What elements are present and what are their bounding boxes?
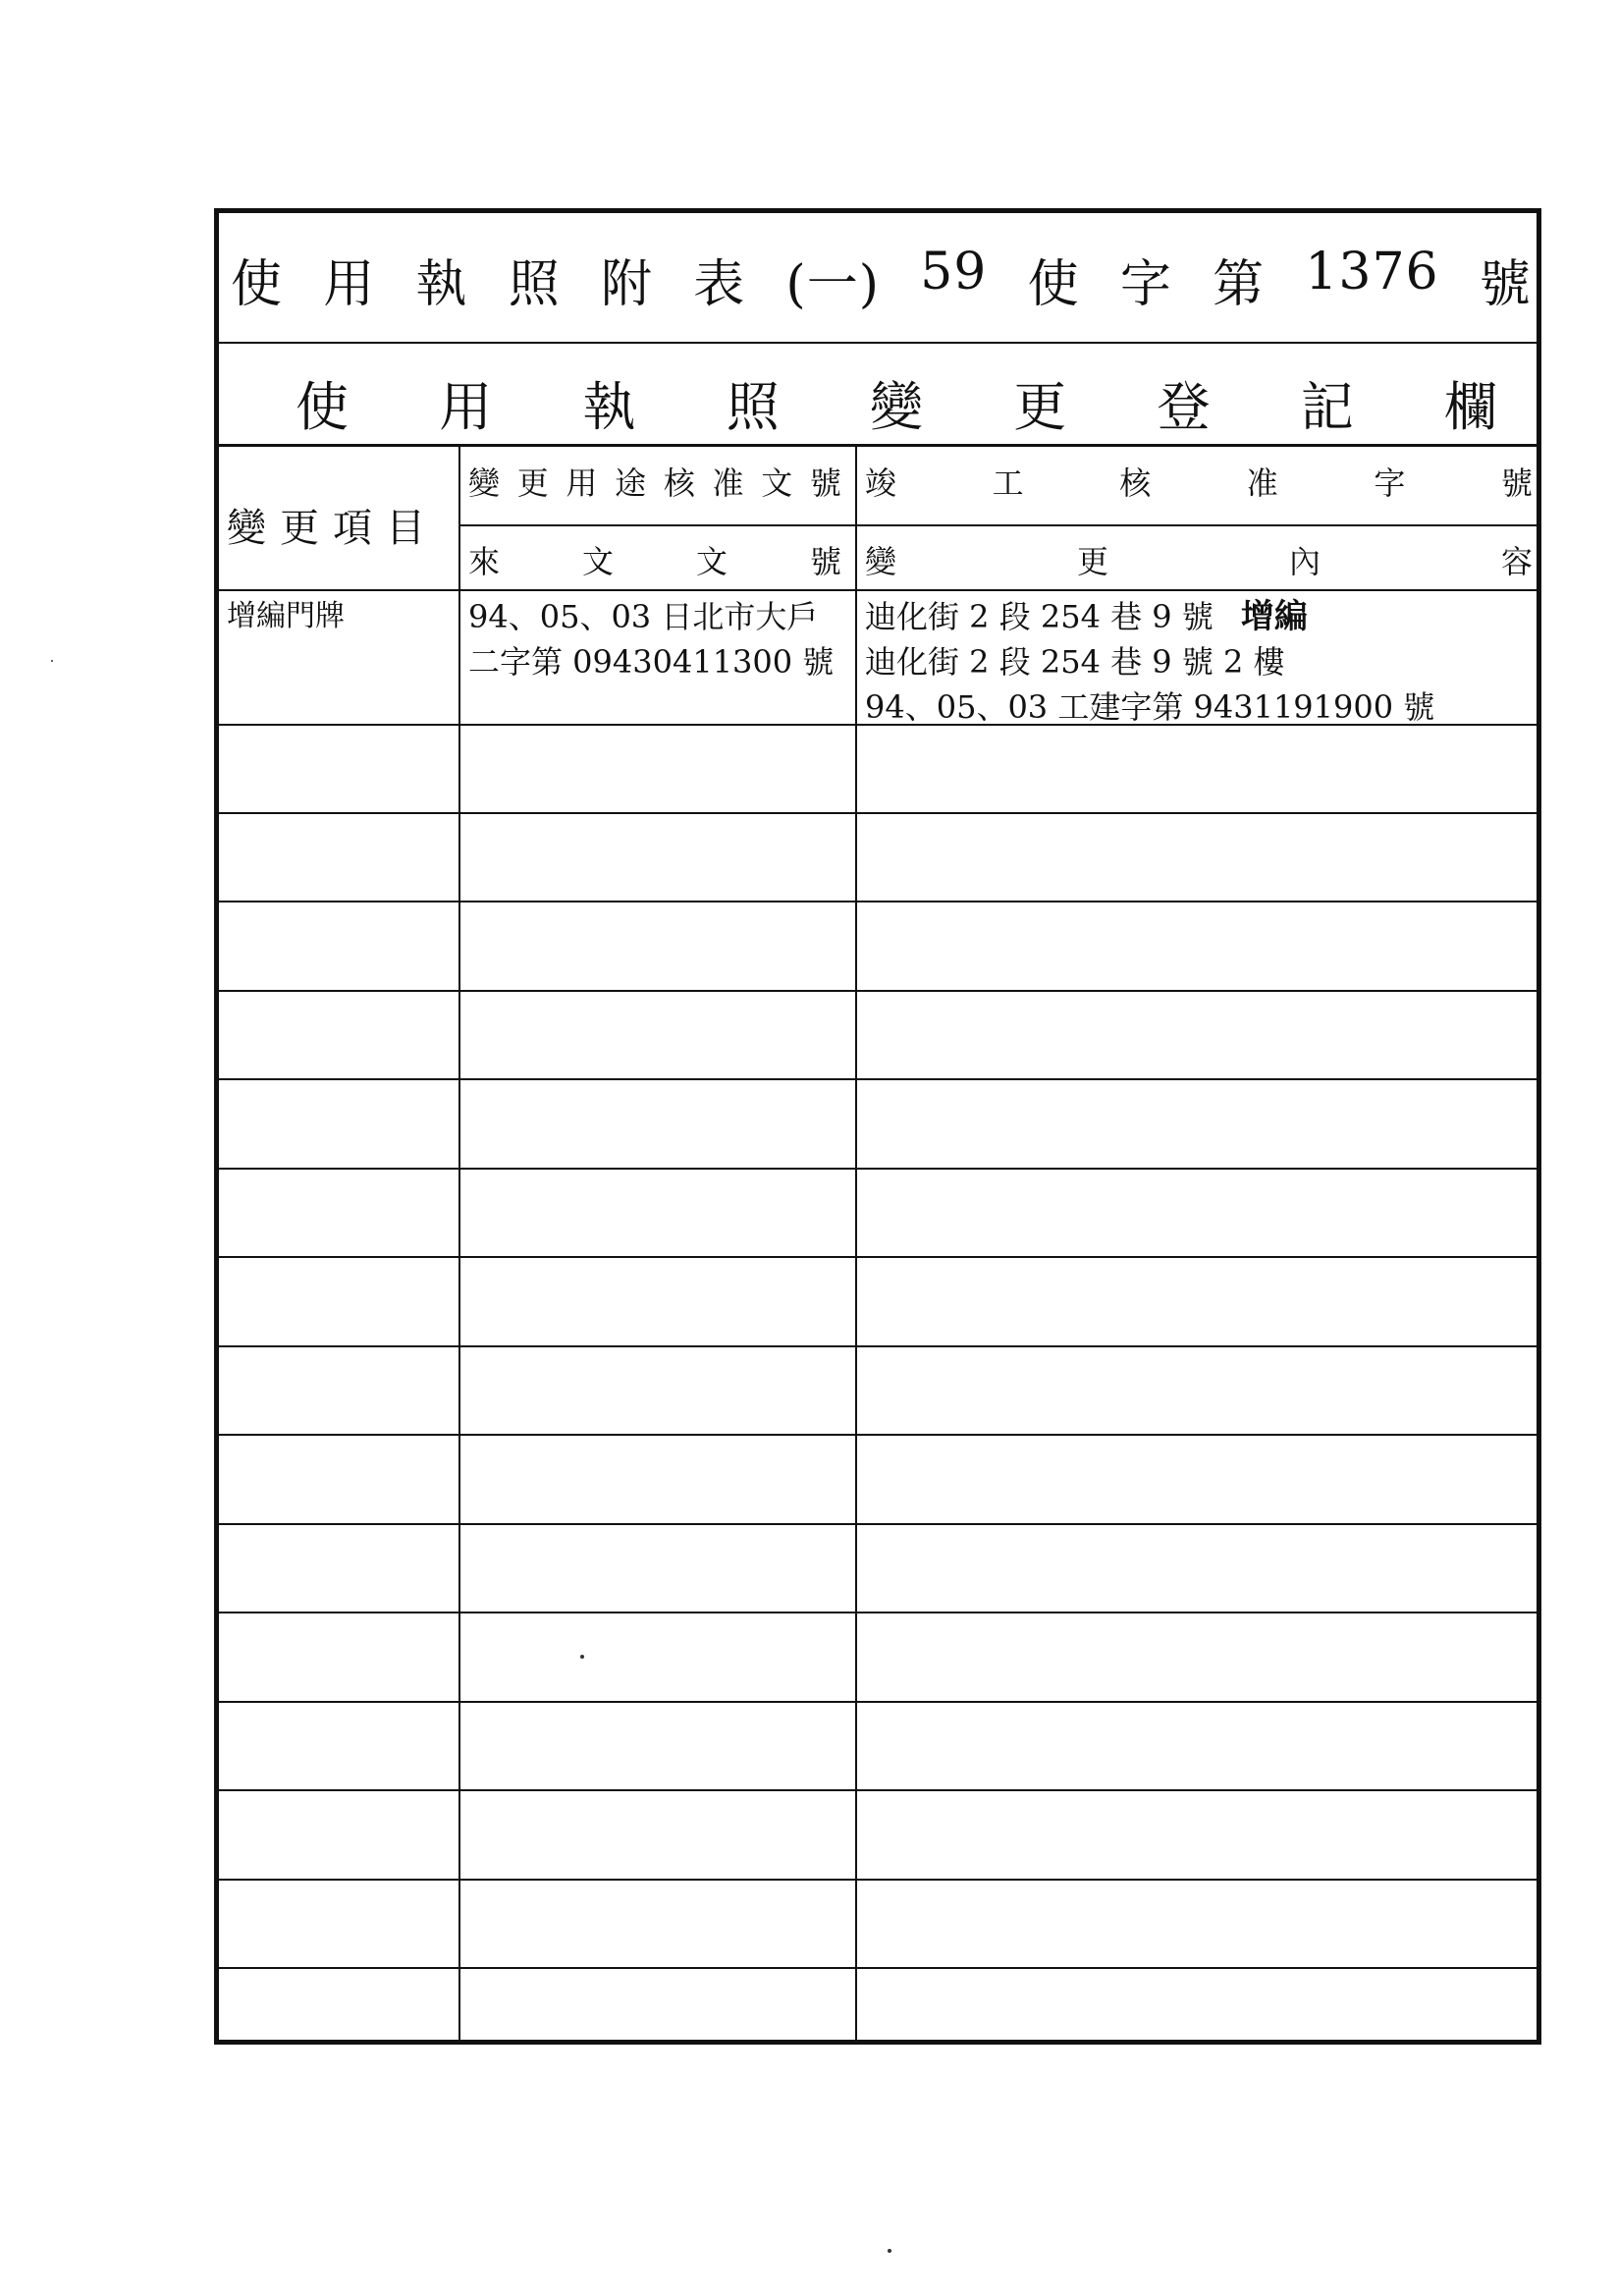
subtitle-row <box>219 344 1537 447</box>
header-char: 用 <box>566 465 598 502</box>
section-title <box>296 365 1497 441</box>
row-divider <box>219 1879 1537 1881</box>
row-item: 增編門牌 <box>227 599 345 633</box>
scan-speck <box>888 2249 891 2253</box>
content-line: 94、05、03 工建字第 9431191900 號 <box>865 688 1435 726</box>
row-divider <box>219 1168 1537 1170</box>
change-register-table <box>214 208 1541 2045</box>
header-change-content <box>865 537 1533 582</box>
header-char: 核 <box>663 465 695 502</box>
row-divider <box>219 1078 1537 1080</box>
row-divider <box>219 1701 1537 1703</box>
header-char: 准 <box>1246 465 1278 502</box>
doc-line: 二字第 09430411300 號 <box>468 643 835 681</box>
doc-line: 94、05、03 日北市大戶 <box>468 598 819 635</box>
subtitle-char: 登 <box>1157 376 1211 438</box>
header-char: 變 <box>468 465 501 502</box>
subtitle-char: 照 <box>726 376 780 438</box>
column-divider <box>855 447 857 2040</box>
content-line <box>865 594 1434 639</box>
title-char: 使 <box>231 255 284 314</box>
row-divider <box>219 724 1537 726</box>
row-divider <box>219 990 1537 992</box>
header-char: 更 <box>516 465 549 502</box>
title-char: 執 <box>415 255 468 314</box>
subtitle-char: 執 <box>582 376 636 438</box>
subtitle-char: 更 <box>1013 376 1067 438</box>
subtitle-char: 使 <box>296 376 349 438</box>
row-divider <box>219 812 1537 814</box>
scan-speck <box>580 1655 584 1659</box>
header-completion-no <box>865 459 1533 504</box>
header-char: 號 <box>809 465 841 502</box>
title-char: 用 <box>323 255 376 314</box>
title-char: 使 <box>1027 255 1080 314</box>
header-char: 文 <box>581 543 614 580</box>
header-char: 更 <box>1076 543 1108 580</box>
header-incoming-no <box>468 537 841 582</box>
row-divider <box>219 1789 1537 1791</box>
title-char: 59 <box>920 243 988 301</box>
header-char: 准 <box>712 465 744 502</box>
page-title <box>231 243 1532 316</box>
header-char: 號 <box>1500 465 1533 502</box>
header-char: 文 <box>761 465 793 502</box>
title-char: 號 <box>1479 255 1532 314</box>
title-char: 照 <box>508 255 561 314</box>
header-approval-no <box>468 459 841 504</box>
column-divider <box>458 447 460 2040</box>
row-divider <box>219 1345 1537 1347</box>
row-divider <box>219 1523 1537 1525</box>
content-text: 迪化街 2 段 254 巷 9 號 <box>865 598 1214 635</box>
header-char: 字 <box>1374 465 1406 502</box>
row-divider <box>219 901 1537 902</box>
header-char: 工 <box>992 465 1024 502</box>
header-char: 容 <box>1500 543 1533 580</box>
row-divider <box>219 1967 1537 1969</box>
content-line: 迪化街 2 段 254 巷 9 號 2 樓 <box>865 643 1285 681</box>
subtitle-char: 記 <box>1300 376 1354 438</box>
subtitle-char: 變 <box>870 376 923 438</box>
header-char: 內 <box>1288 543 1321 580</box>
title-row <box>219 213 1537 344</box>
title-char: 1376 <box>1305 243 1439 301</box>
row-change-content <box>865 594 1434 730</box>
row-doc-number <box>468 594 834 684</box>
title-char: 第 <box>1213 255 1266 314</box>
header-char: 核 <box>1119 465 1152 502</box>
title-char: 附 <box>600 255 653 314</box>
scan-speck <box>51 660 53 662</box>
row-divider <box>219 1612 1537 1613</box>
header-char: 號 <box>809 543 841 580</box>
content-bold-text: 增編 <box>1240 597 1308 636</box>
header-char: 文 <box>695 543 728 580</box>
title-char: 表 <box>693 255 746 314</box>
header-char: 途 <box>615 465 647 502</box>
header-change-item: 變更項目 <box>227 506 439 551</box>
row-divider <box>219 1434 1537 1436</box>
title-char: (一) <box>785 255 880 314</box>
row-divider <box>219 1256 1537 1258</box>
subtitle-char: 用 <box>439 376 493 438</box>
header-char: 竣 <box>865 465 897 502</box>
header-divider <box>458 524 1537 526</box>
title-char: 字 <box>1119 255 1172 314</box>
header-char: 來 <box>468 543 501 580</box>
subtitle-char: 欄 <box>1444 376 1497 438</box>
header-char: 變 <box>865 543 897 580</box>
